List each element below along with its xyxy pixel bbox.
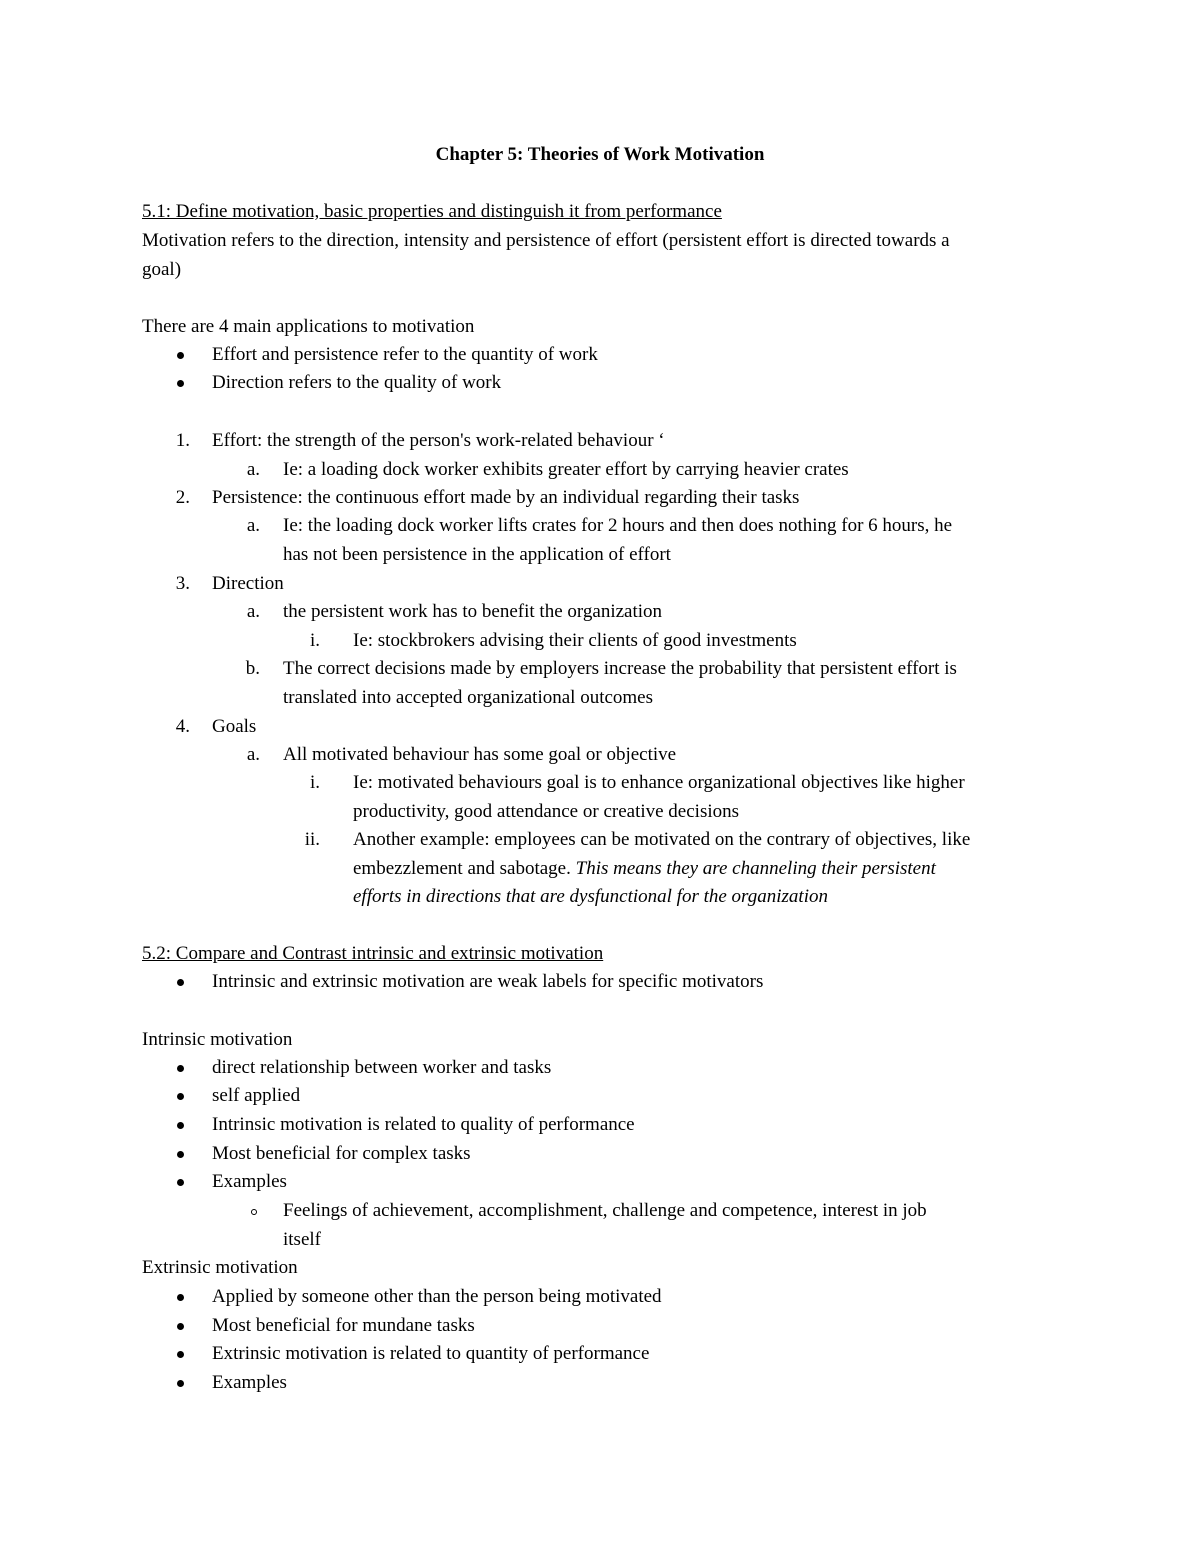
- list-item: Extrinsic motivation is related to quantity of performance: [212, 1343, 650, 1364]
- list-number: 1.: [175, 430, 190, 451]
- list-item-continued: translated into accepted organizational outcomes: [283, 687, 654, 708]
- list-number: 3.: [175, 573, 190, 594]
- list-item: All motivated behaviour has some goal or objective: [283, 744, 677, 765]
- definition-line: Motivation refers to the direction, intensity and persistence of effort (persistent effort is directed towards a: [142, 230, 950, 251]
- bullet-icon: [177, 1151, 184, 1158]
- list-item: self applied: [212, 1085, 301, 1106]
- list-item: Ie: the loading dock worker lifts crates for 2 hours and then does nothing for 6 hours, he: [283, 515, 953, 536]
- hollow-bullet-icon: [251, 1209, 257, 1215]
- list-item-continued: productivity, good attendance or creative decisions: [353, 801, 740, 822]
- list-item: Intrinsic and extrinsic motivation are weak labels for specific motivators: [212, 971, 764, 992]
- list-roman: i.: [309, 630, 320, 651]
- plain-text: embezzlement and sabotage.: [353, 858, 576, 879]
- list-item: Examples: [212, 1372, 287, 1393]
- definition-line: goal): [142, 259, 182, 280]
- list-item: Feelings of achievement, accomplishment, challenge and competence, interest in job: [283, 1200, 927, 1221]
- list-item: Direction: [212, 573, 284, 594]
- list-roman: i.: [309, 772, 320, 793]
- subheading-intrinsic: Intrinsic motivation: [142, 1029, 293, 1050]
- list-item: Goals: [212, 716, 257, 737]
- list-letter: a.: [246, 515, 260, 536]
- list-item: Ie: a loading dock worker exhibits greater effort by carrying heavier crates: [283, 459, 849, 480]
- subheading-extrinsic: Extrinsic motivation: [142, 1257, 298, 1278]
- bullet-icon: [177, 979, 184, 986]
- list-roman: ii.: [304, 829, 320, 850]
- bullet-icon: [177, 1065, 184, 1072]
- list-item: Most beneficial for mundane tasks: [212, 1315, 475, 1336]
- list-item: Persistence: the continuous effort made by an individual regarding their tasks: [212, 487, 800, 508]
- page-title: Chapter 5: Theories of Work Motivation: [435, 144, 765, 165]
- list-item: direct relationship between worker and tasks: [212, 1057, 552, 1078]
- bullet-icon: [177, 1093, 184, 1100]
- list-item-continued: itself: [283, 1229, 321, 1250]
- list-letter: a.: [246, 601, 260, 622]
- list-item-continued: has not been persistence in the application of effort: [283, 544, 671, 565]
- list-item: The correct decisions made by employers increase the probability that persistent effort is: [283, 658, 957, 679]
- bullet-icon: [177, 1380, 184, 1387]
- list-letter: a.: [246, 744, 260, 765]
- list-item: Examples: [212, 1171, 287, 1192]
- list-item: Applied by someone other than the person being motivated: [212, 1286, 662, 1307]
- list-item-continued: [353, 857, 936, 881]
- list-item: the persistent work has to benefit the organization: [283, 601, 663, 622]
- section-heading-5-2: 5.2: Compare and Contrast intrinsic and extrinsic motivation: [142, 943, 604, 964]
- list-letter: a.: [246, 459, 260, 480]
- list-item: Ie: stockbrokers advising their clients of good investments: [353, 630, 797, 651]
- bullet-icon: [177, 1323, 184, 1330]
- italic-text: This means they are channeling their persistent: [575, 858, 936, 879]
- intro-text: There are 4 main applications to motivation: [142, 316, 475, 337]
- bullet-icon: [177, 1179, 184, 1186]
- list-number: 4.: [175, 716, 190, 737]
- list-item: Another example: employees can be motivated on the contrary of objectives, like: [353, 829, 971, 850]
- section-heading-5-1: 5.1: Define motivation, basic properties and distinguish it from performance: [142, 201, 722, 222]
- list-letter: b.: [245, 658, 260, 679]
- list-item: Intrinsic motivation is related to quality of performance: [212, 1114, 635, 1135]
- list-item-continued: [353, 885, 828, 909]
- list-item: Effort and persistence refer to the quantity of work: [212, 344, 598, 365]
- list-item: Most beneficial for complex tasks: [212, 1143, 471, 1164]
- list-item: Effort: the strength of the person's work-related behaviour ‘: [212, 430, 665, 451]
- bullet-icon: [177, 352, 184, 359]
- bullet-icon: [177, 1122, 184, 1129]
- list-item: Ie: motivated behaviours goal is to enhance organizational objectives like higher: [353, 772, 965, 793]
- bullet-icon: [177, 1351, 184, 1358]
- list-number: 2.: [175, 487, 190, 508]
- italic-text: efforts in directions that are dysfunctional for the organization: [353, 886, 828, 907]
- list-item: Direction refers to the quality of work: [212, 372, 502, 393]
- bullet-icon: [177, 1294, 184, 1301]
- bullet-icon: [177, 380, 184, 387]
